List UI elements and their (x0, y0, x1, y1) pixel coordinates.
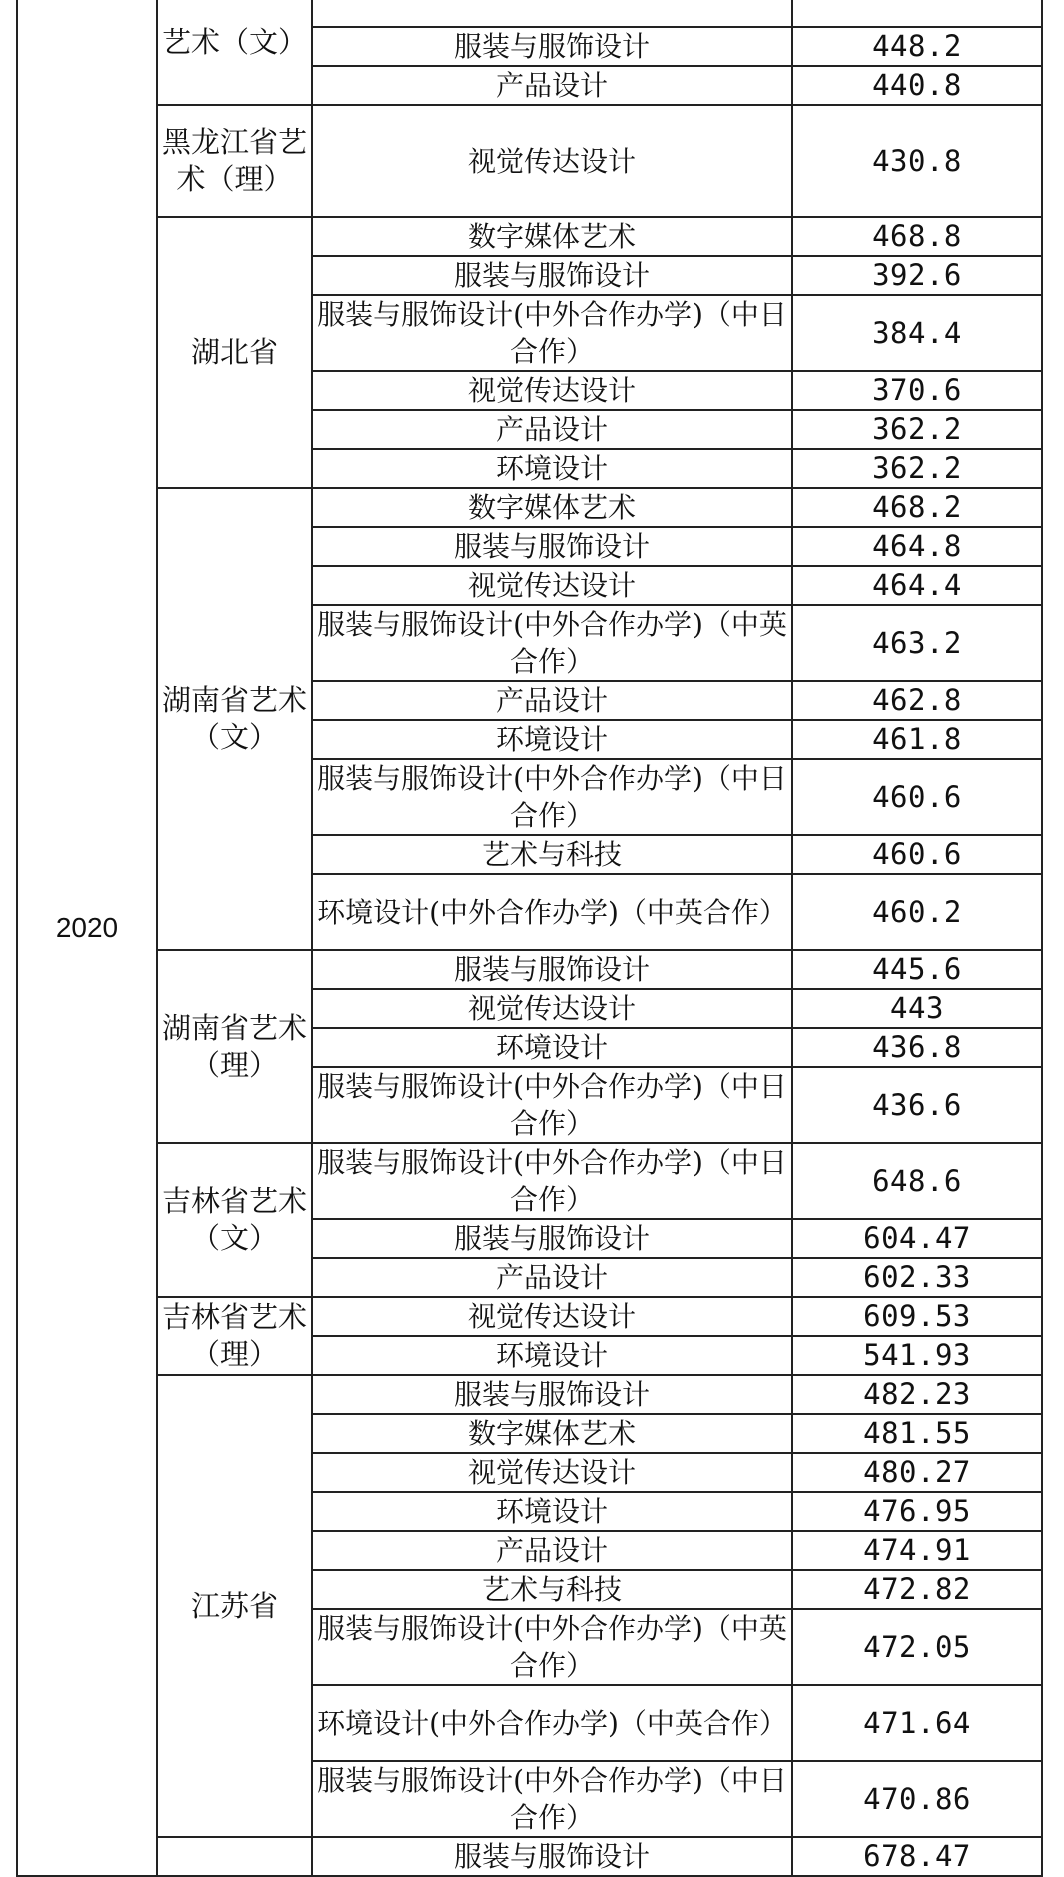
table-row (17, 950, 1042, 989)
score-cell: 370.6 (792, 371, 1042, 410)
province-cell (157, 1837, 312, 1876)
province-cell: 湖南省艺术（理） (157, 950, 312, 1143)
score-cell: 463.2 (792, 605, 1042, 681)
major-cell: 艺术与科技 (312, 1570, 792, 1609)
major-cell: 服装与服饰设计(中外合作办学)（中日合作） (312, 759, 792, 835)
major-cell: 视觉传达设计 (312, 105, 792, 217)
table-row (17, 1837, 1042, 1876)
major-cell: 服装与服饰设计(中外合作办学)（中日合作） (312, 1067, 792, 1143)
score-cell: 474.91 (792, 1531, 1042, 1570)
major-cell: 服装与服饰设计 (312, 950, 792, 989)
score-cell: 648.6 (792, 1143, 1042, 1219)
major-cell: 产品设计 (312, 66, 792, 105)
score-cell: 472.82 (792, 1570, 1042, 1609)
score-cell: 436.6 (792, 1067, 1042, 1143)
score-cell: 468.8 (792, 217, 1042, 256)
score-cell: 541.93 (792, 1336, 1042, 1375)
major-cell: 环境设计 (312, 1028, 792, 1067)
major-cell: 服装与服饰设计 (312, 1219, 792, 1258)
score-cell: 461.8 (792, 720, 1042, 759)
major-cell: 环境设计 (312, 720, 792, 759)
province-cell: 吉林省艺术（理） (157, 1297, 312, 1375)
major-cell: 视觉传达设计 (312, 1453, 792, 1492)
table-row (17, 1297, 1042, 1336)
score-cell: 430.8 (792, 105, 1042, 217)
admission-score-table (16, 0, 1043, 1877)
major-cell: 服装与服饰设计(中外合作办学)（中英合作） (312, 605, 792, 681)
major-cell: 服装与服饰设计(中外合作办学)（中日合作） (312, 295, 792, 371)
major-cell: 服装与服饰设计 (312, 527, 792, 566)
score-cell: 604.47 (792, 1219, 1042, 1258)
table-row (17, 217, 1042, 256)
major-cell: 服装与服饰设计 (312, 27, 792, 66)
score-cell: 482.23 (792, 1375, 1042, 1414)
table-row (17, 1143, 1042, 1219)
score-cell: 392.6 (792, 256, 1042, 295)
score-cell: 678.47 (792, 1837, 1042, 1876)
major-cell: 产品设计 (312, 410, 792, 449)
table-body (17, 0, 1042, 1876)
score-cell: 460.6 (792, 759, 1042, 835)
score-cell: 440.8 (792, 66, 1042, 105)
major-cell (312, 0, 792, 27)
province-cell: 艺术（文） (157, 0, 312, 105)
major-cell: 视觉传达设计 (312, 566, 792, 605)
score-cell: 462.8 (792, 681, 1042, 720)
score-cell: 464.4 (792, 566, 1042, 605)
score-cell: 602.33 (792, 1258, 1042, 1297)
score-cell: 609.53 (792, 1297, 1042, 1336)
major-cell: 视觉传达设计 (312, 989, 792, 1028)
score-cell: 460.2 (792, 874, 1042, 950)
major-cell: 服装与服饰设计(中外合作办学)（中英合作） (312, 1609, 792, 1685)
major-cell: 环境设计 (312, 1492, 792, 1531)
score-cell: 468.2 (792, 488, 1042, 527)
major-cell: 数字媒体艺术 (312, 1414, 792, 1453)
province-cell: 湖北省 (157, 217, 312, 488)
score-cell: 472.05 (792, 1609, 1042, 1685)
table-row (17, 1375, 1042, 1414)
major-cell: 服装与服饰设计 (312, 1837, 792, 1876)
major-cell: 环境设计 (312, 449, 792, 488)
score-cell: 460.6 (792, 835, 1042, 874)
score-cell: 436.8 (792, 1028, 1042, 1067)
major-cell: 环境设计(中外合作办学)（中英合作） (312, 874, 792, 950)
score-cell: 384.4 (792, 295, 1042, 371)
major-cell: 环境设计(中外合作办学)（中英合作） (312, 1685, 792, 1761)
score-cell: 362.2 (792, 449, 1042, 488)
major-cell: 产品设计 (312, 1531, 792, 1570)
major-cell: 服装与服饰设计(中外合作办学)（中日合作） (312, 1761, 792, 1837)
score-cell: 471.64 (792, 1685, 1042, 1761)
major-cell: 视觉传达设计 (312, 1297, 792, 1336)
province-cell: 吉林省艺术（文） (157, 1143, 312, 1297)
score-cell: 481.55 (792, 1414, 1042, 1453)
score-cell (792, 0, 1042, 27)
major-cell: 产品设计 (312, 681, 792, 720)
table-row (17, 105, 1042, 217)
major-cell: 服装与服饰设计 (312, 256, 792, 295)
major-cell: 艺术与科技 (312, 835, 792, 874)
score-cell: 362.2 (792, 410, 1042, 449)
major-cell: 数字媒体艺术 (312, 217, 792, 256)
major-cell: 环境设计 (312, 1336, 792, 1375)
table-row (17, 488, 1042, 527)
score-cell: 480.27 (792, 1453, 1042, 1492)
score-cell: 443 (792, 989, 1042, 1028)
score-cell: 448.2 (792, 27, 1042, 66)
province-cell: 黑龙江省艺术（理） (157, 105, 312, 217)
year-cell: 2020 (17, 0, 157, 1876)
major-cell: 服装与服饰设计(中外合作办学)（中日合作） (312, 1143, 792, 1219)
major-cell: 数字媒体艺术 (312, 488, 792, 527)
major-cell: 产品设计 (312, 1258, 792, 1297)
province-cell: 江苏省 (157, 1375, 312, 1837)
province-cell: 湖南省艺术（文） (157, 488, 312, 950)
major-cell: 视觉传达设计 (312, 371, 792, 410)
score-cell: 476.95 (792, 1492, 1042, 1531)
table-row (17, 0, 1042, 27)
score-cell: 470.86 (792, 1761, 1042, 1837)
score-cell: 464.8 (792, 527, 1042, 566)
score-cell: 445.6 (792, 950, 1042, 989)
major-cell: 服装与服饰设计 (312, 1375, 792, 1414)
